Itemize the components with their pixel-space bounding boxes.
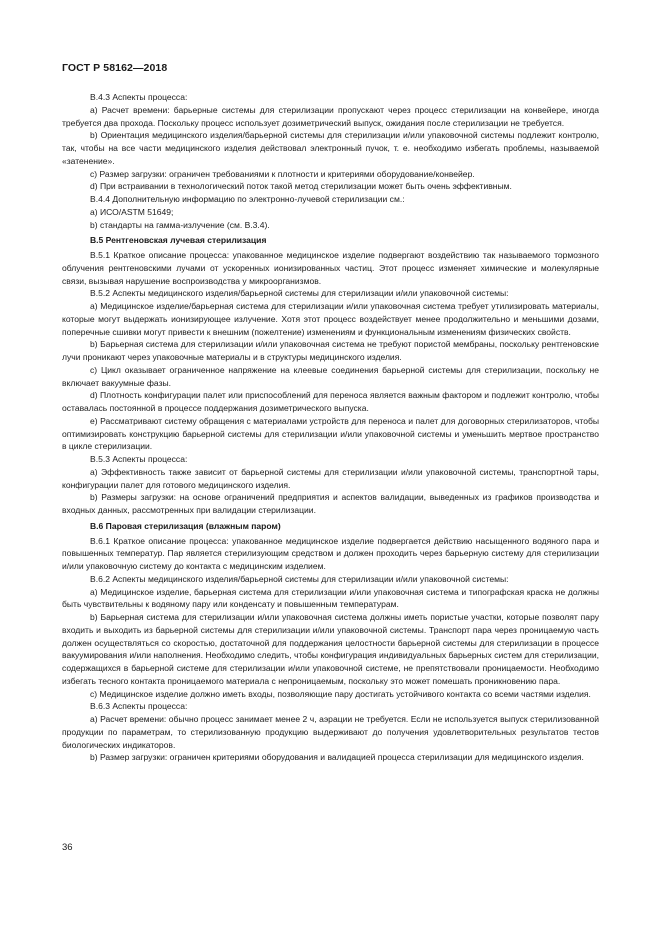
paragraph: b) стандарты на гамма-излучение (см. B.3.4).	[90, 219, 270, 230]
paragraph: B.6.2 Аспекты медицинского изделия/барьерной системы для стерилизации и/или упаковочной системы:	[90, 573, 509, 584]
paragraph: B.5.3 Аспекты процесса:	[90, 454, 188, 464]
paragraph: c) Цикл оказывает ограниченное напряжение на клеевые соединения барьерной системы для стерилизации, поскольку не включает вакуумные фазы.	[62, 364, 599, 388]
paragraph: B.5.2 Аспекты медицинского изделия/барьерной системы для стерилизации и/или упаковочной системы:	[90, 288, 509, 299]
paragraph: a) Расчет времени: обычно процесс занимает менее 2 ч, аэрации не требуется. Если не используется выпуск стерилизованной продукции по параметрам, то стерилизованную продукцию выдерживают до получения удовлетворительных результатов тестов биологических индикаторов.	[62, 714, 599, 750]
paragraph: B.4.4 Дополнительную информацию по электронно-лучевой стерилизации см.:	[90, 194, 405, 204]
paragraph: b) Барьерная система для стерилизации и/или упаковочная система не требуют пористой мембраны, поскольку рентгеновские лучи проникают через упаковочные материалы и в структуры медицинского изделия.	[62, 339, 599, 362]
section-heading: B.5 Рентгеновская лучевая стерилизация	[90, 235, 267, 246]
paragraph: a) ИСО/ASTM 51649;	[90, 206, 174, 217]
page-number: 36	[62, 842, 73, 853]
paragraph: B.6.3 Аспекты процесса:	[90, 701, 188, 712]
paragraph: d) Плотность конфигурации палет или приспособлений для переноса является важным фактором и подлежит контролю, чтобы оставалась постоянной в процессе поддержания дозиметрического выпуска.	[62, 390, 599, 413]
document-body	[62, 91, 599, 764]
section-heading: B.6 Паровая стерилизация (влажным паром)	[90, 520, 281, 531]
document-header: ГОСТ Р 58162—2018	[62, 62, 168, 74]
paragraph: b) Ориентация медицинского изделия/барьерной системы для стерилизации и/или упаковочной системы подлежит контролю, так, чтобы на все части медицинского изделия действовал электронный пучок, т. е. необходимо избегать проблемы, называемой «затенение».	[62, 130, 599, 166]
paragraph: d) При встраивании в технологический поток такой метод стерилизации может быть очень эффективным.	[90, 181, 512, 192]
paragraph: a) Расчет времени: барьерные системы для стерилизации пропускают через процесс стерилизации на конвейере, иногда требуется два прохода. Поскольку процесс использует дозиметрический выпуск, ожидания после стерилизации не требуется.	[62, 104, 599, 128]
paragraph: B.5.1 Краткое описание процесса: упакованное медицинское изделие подвергают воздействию так называемого тормозного облучения рентгеновскими лучами от ускоренных ионизированных частиц. Этот процесс изменяет химические и молекулярные связи, вызывая нарушение воспроизводства у микроорганизмов.	[62, 250, 599, 286]
paragraph: b) Размер загрузки: ограничен критериями оборудования и валидацией процесса стерилизации для медицинского изделия.	[90, 752, 584, 763]
paragraph: a) Медицинское изделие, барьерная система для стерилизации и/или упаковочная система и типографская краска не должны быть чувствительны к водяному пару или конденсату и повышенным температурам.	[62, 586, 599, 610]
paragraph: c) Медицинское изделие должно иметь входы, позволяющие пару достигать устойчивого контакта со всеми частями изделия.	[90, 688, 591, 699]
paragraph: a) Медицинское изделие/барьерная система для стерилизации и/или упаковочная система требует утилизировать материалы, которые могут выдержать ионизирующее излучение. Хотя этот процесс воздействует менее продолжительно и меньшими дозами, поперечные сшивки могут привести к внешним (пожелтение) изменениям и функциональным изменениям физических свойств.	[62, 301, 599, 337]
paragraph: B.4.3 Аспекты процесса:	[90, 92, 188, 102]
paragraph: b) Барьерная система для стерилизации и/или упаковочная система должны иметь пористые участки, которые позволят пару входить и выходить из барьерной системы для стерилизации и/или упаковочной системы. Транспорт пара через проницаемую часть должен осуществляться со скоростью, достаточной для поддержания целостности барьерной системы для стерилизации в процессе вакуумирования и/или наполнения. Необходимо следить, чтобы конфигурация индивидуальных барьерных систем для стерилизации, содержащихся в барьерной системе для стерилизации и/или упаковочной системе, не препятствовали проницаемости. Необходимо избегать тесного контакта проницаемого материала с непроницаемым, поскольку это может помешать проникновению пара.	[62, 612, 599, 686]
paragraph: b) Размеры загрузки: на основе ограничений предприятия и аспектов валидации, выведенных из графиков производства и входных данных, рассмотренных при валидации стерилизации.	[62, 492, 599, 515]
paragraph: c) Размер загрузки: ограничен требованиями к плотности и критериями оборудование/конвейер.	[90, 168, 475, 179]
paragraph: a) Эффективность также зависит от барьерной системы для стерилизации и/или упаковочной системы, транспортной тары, конфигурации палет для готового медицинского изделия.	[62, 466, 599, 490]
paragraph: B.6.1 Краткое описание процесса: упакованное медицинское изделие подвергается действию насыщенного водяного пара и повышенных температур. Пар является стерилизующим средством и должен проходить через барьерную систему для стерилизации и/или упаковочную систему до контакта с медицинским изделием.	[62, 535, 599, 571]
paragraph: e) Рассматривают систему обращения с материалами устройств для переноса и палет для договорных стерилизаторов, чтобы оптимизировать конструкцию барьерной системы для стерилизации и/или упаковочной системы и уменьшить мертвое пространство в цикле стерилизации.	[62, 415, 599, 452]
